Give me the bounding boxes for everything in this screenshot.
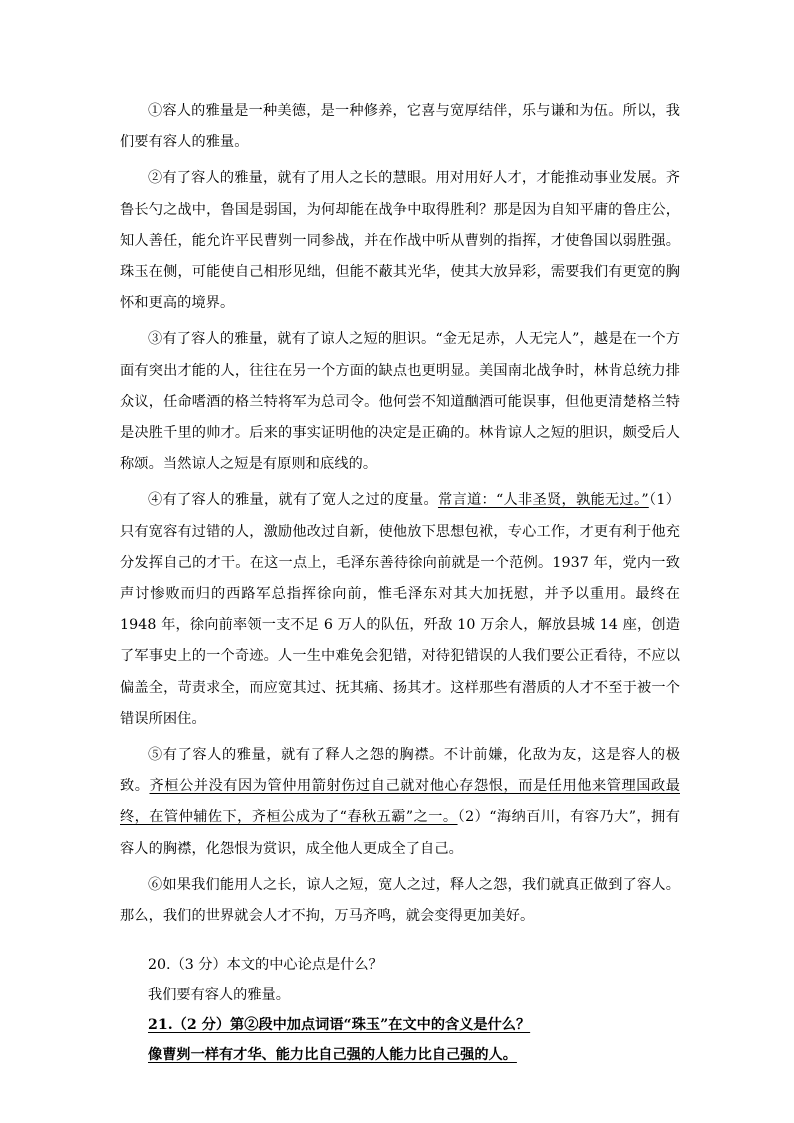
paragraph-5-rest: “海纳百川，有容乃大”，拥有容人的胸襟，化怨恨为赏识，成全他人更成全了自己。 [120,809,680,857]
paragraph-6: ⑥如果我们能用人之长，谅人之短，宽人之过，释人之怨，我们就真正做到了容人。那么，我们的世界就会人才不拘，万马齐鸣，就会变得更加美好。 [120,876,680,925]
paragraph-4-lead: ④有了容人的雅量，就有了宽人之过的度量。 [148,492,438,509]
paragraph-2: ②有了容人的雅量，就有了用人之长的慧眼。用对用好人才，才能推动事业发展。齐鲁长勺之战中，鲁国是弱国，为何却能在战争中取得胜利？那是因为自知平庸的鲁庄公，知人善任，能允许平民曹刿一同参战，并在作战中听从曹刿的指挥，才使鲁国以弱胜强。珠玉在侧，可能使自己相形见绌，但能不蔽其光华，使其大放异彩，需要我们有更宽的胸怀和更高的境界。 [120,170,680,312]
paragraph-4-rest: 只有宽容有过错的人，激励他改过自新，使他放下思想包袱，专心工作，才更有利于他充分发挥自己的才干。在这一点上，毛泽东善待徐向前就是一个范例。1937 年，党内一致声讨惨败而归的西路军总指挥徐向前，惟毛泽东对其大加抚慰，并予以重用。最终在 1948 年，徐向前率领一支不足 6 万人的队伍，歼敌 10 万余人，解放县城 14 座，创造了军事史上的一个奇迹。人一生中难免会犯错，对待犯错误的人我们要公正看待，不应以偏盖全，苛责求全，而应宽其过、抚其痛、扬其才。这样那些有潜质的人才不至于被一个错误所困住。 [120,523,680,727]
document-page [120,96,680,1070]
paragraph-4-underlined-quote: 常言道：“人非圣贤，孰能无过。” [437,492,649,509]
paragraph-5-marker: （2） [457,809,490,826]
paragraph-5-underlined-sentence: 齐桓公并没有因为管仲用箭射伤过自己就对他心存怨恨，而是任用他来管理国政最终，在管仲辅佐下，齐桓公成为了“春秋五霸”之一。 [120,778,680,826]
paragraph-4 [120,485,680,735]
paragraph-5 [120,740,680,865]
question-21: 21.（2 分）第②段中加点词语“珠玉”在文中的含义是什么？ [148,1017,531,1034]
answer-20: 我们要有容人的雅量。 [148,987,290,1004]
paragraph-5-lead: ⑤有了容人的雅量，就有了释人之怨的胸襟。不计前嫌，化敌为友，这是容人的极致。 [120,747,680,795]
answer-21: 像曹刿一样有才华、能力比自己强的人能力比自己强的人。 [148,1047,517,1064]
question-20: 20.（3 分）本文的中心论点是什么？ [148,957,383,974]
paragraph-4-marker: （1） [648,492,680,509]
paragraph-1: ①容人的雅量是一种美德，是一种修养，它喜与宽厚结伴，乐与谦和为伍。所以，我们要有容人的雅量。 [120,103,680,151]
paragraph-3: ③有了容人的雅量，就有了谅人之短的胆识。“金无足赤，人无完人”，越是在一个方面有突出才能的人，往往在另一个方面的缺点也更明显。美国南北战争时，林肯总统力排众议，任命嗜酒的格兰特将军为总司令。他何尝不知道酗酒可能误事，但他更清楚格兰特是决胜千里的帅才。后来的事实证明他的决定是正确的。林肯谅人之短的胆识，颇受后人称颂。当然谅人之短是有原则和底线的。 [120,331,680,473]
